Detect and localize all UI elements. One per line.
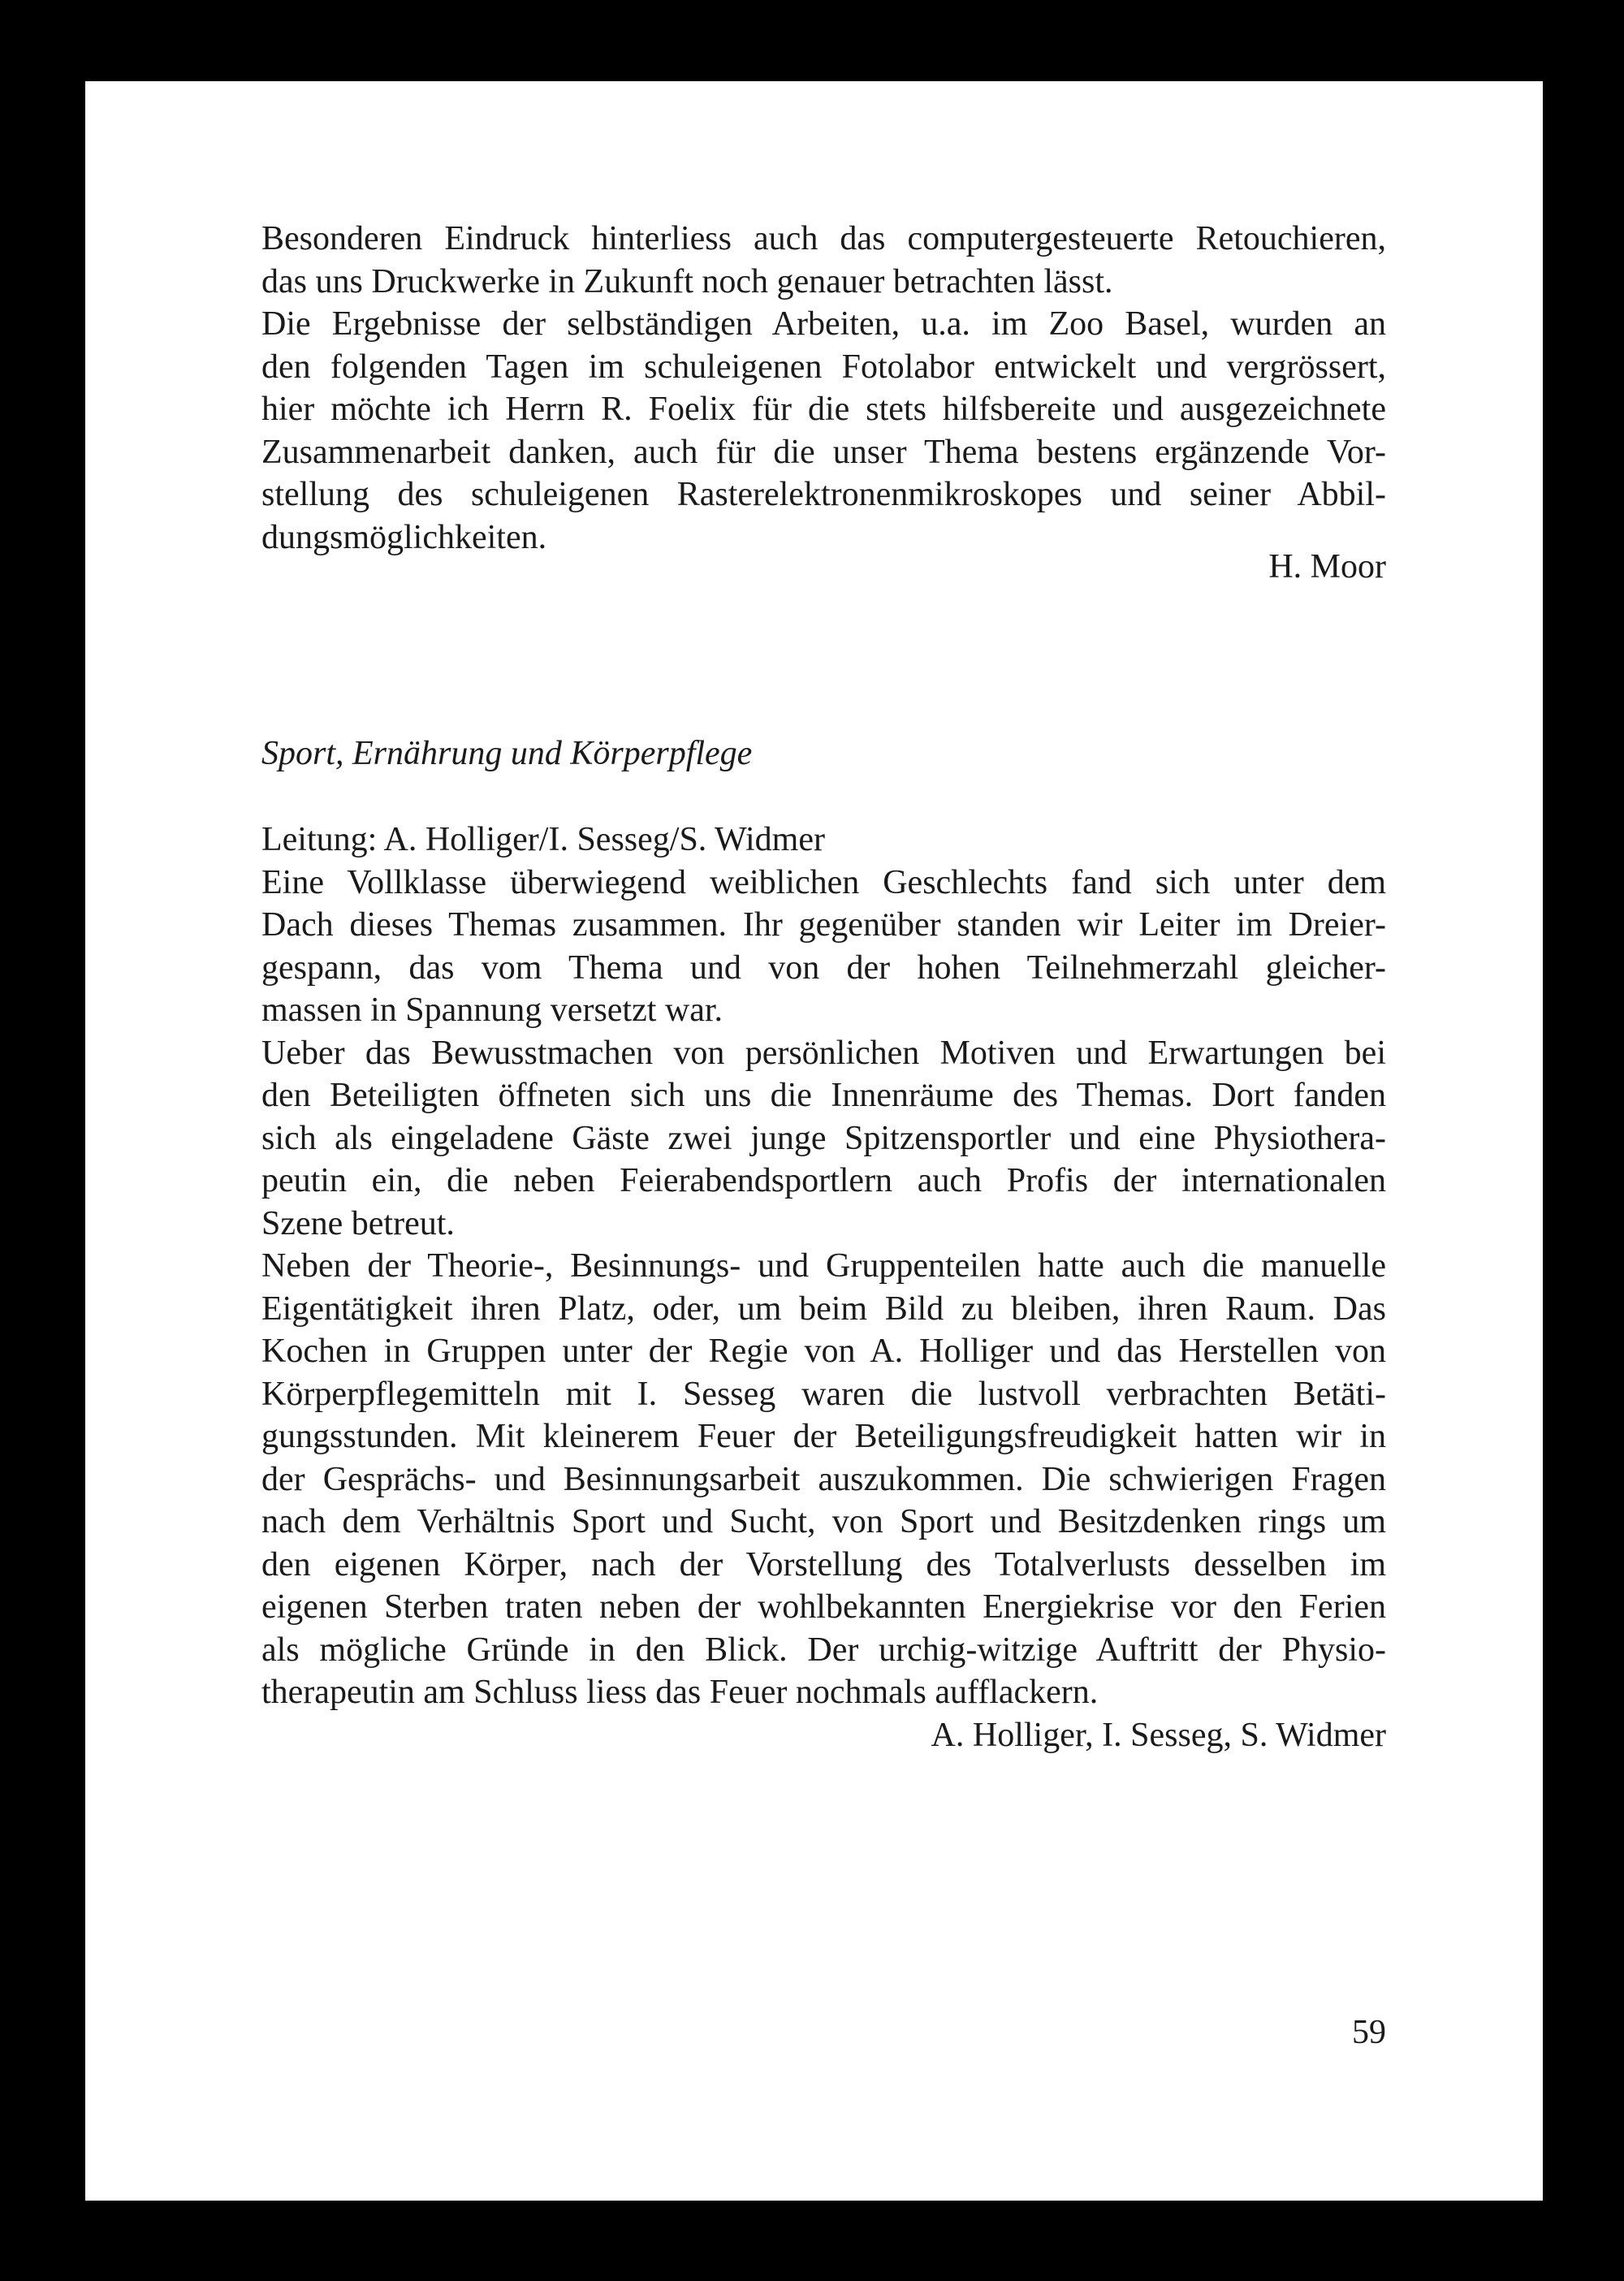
paragraph-line: peutin ein, die neben Feierabendsportlern auch Profis der internationalen	[261, 1162, 1386, 1199]
section-heading: Sport, Ernährung und Körperpflege	[261, 735, 753, 772]
signature-block-1	[261, 546, 1386, 589]
paragraph-line: der Gesprächs- und Besinnungsarbeit auszukommen. Die schwierigen Fragen	[261, 1460, 1386, 1498]
paragraph-line: gungsstunden. Mit kleinerem Feuer der Beteiligungsfreudigkeit hatten wir in	[261, 1418, 1386, 1455]
paragraph-line: Dach dieses Themas zusammen. Ihr gegenüber standen wir Leiter im Dreier-	[261, 906, 1386, 944]
paragraph-line: Neben der Theorie-, Besinnungs- und Gruppenteilen hatte auch die manuelle	[261, 1247, 1386, 1285]
report-section-sport	[261, 819, 1386, 1756]
paragraph-line: Kochen in Gruppen unter der Regie von A. Holliger und das Herstellen von	[261, 1333, 1386, 1370]
paragraph-line: sich als eingeladene Gäste zwei junge Spitzensportler und eine Physiothera-	[261, 1119, 1386, 1157]
paragraph-line: eigenen Sterben traten neben der wohlbekannten Energiekrise vor den Ferien	[261, 1588, 1386, 1626]
paragraph-line: Ueber das Bewusstmachen von persönlichen Motiven und Erwartungen bei	[261, 1034, 1386, 1072]
report-section-photo	[261, 218, 1386, 559]
paragraph-line: den folgenden Tagen im schuleigenen Fotolabor entwickelt und vergrössert,	[261, 348, 1386, 386]
paragraph-line: massen in Spannung versetzt war.	[261, 991, 723, 1029]
authors-signature: A. Holliger, I. Sesseg, S. Widmer	[931, 1716, 1386, 1754]
author-signature: H. Moor	[1268, 548, 1386, 585]
page-number: 59	[1352, 2014, 1386, 2051]
paragraph-line: Eigentätigkeit ihren Platz, oder, um beim Bild zu bleiben, ihren Raum. Das	[261, 1290, 1386, 1328]
paragraph-line: den eigenen Körper, nach der Vorstellung des Totalverlusts desselben im	[261, 1545, 1386, 1583]
paragraph-line: Besonderen Eindruck hinterliess auch das computergesteuerte Retouchieren,	[261, 220, 1386, 257]
paragraph-line: therapeutin am Schluss liess das Feuer nochmals aufflackern.	[261, 1674, 1099, 1711]
paragraph-line: das uns Druckwerke in Zukunft noch genauer betrachten lässt.	[261, 262, 1113, 300]
paragraph-line: Szene betreut.	[261, 1204, 455, 1242]
paragraph-line: Die Ergebnisse der selbständigen Arbeiten, u.a. im Zoo Basel, wurden an	[261, 305, 1386, 343]
paragraph-line: hier möchte ich Herrn R. Foelix für die stets hilfsbereite und ausgezeichnete	[261, 391, 1386, 428]
paragraph-line: nach dem Verhältnis Sport und Sucht, von Sport und Besitzdenken rings um	[261, 1503, 1386, 1540]
paragraph-line: Zusammenarbeit danken, auch für die unser Thema bestens ergänzende Vor-	[261, 433, 1386, 471]
paragraph-line: Eine Vollklasse überwiegend weiblichen Geschlechts fand sich unter dem	[261, 863, 1386, 901]
paragraph-line: dungsmöglichkeiten.	[261, 518, 547, 556]
paragraph-line: als mögliche Gründe in den Blick. Der urchig-witzige Auftritt der Physio-	[261, 1631, 1386, 1669]
paragraph-line: Körperpflegemitteln mit I. Sesseg waren die lustvoll verbrachten Betäti-	[261, 1375, 1386, 1413]
paragraph-line: stellung des schuleigenen Rasterelektronenmikroskopes und seiner Abbil-	[261, 476, 1386, 513]
leitung-line: Leitung: A. Holliger/I. Sesseg/S. Widmer	[261, 821, 825, 858]
paragraph-line: gespann, das vom Thema und von der hohen Teilnehmerzahl gleicher-	[261, 948, 1386, 987]
paragraph-line: den Beteiligten öffneten sich uns die Innenräume des Themas. Dort fanden	[261, 1077, 1386, 1114]
